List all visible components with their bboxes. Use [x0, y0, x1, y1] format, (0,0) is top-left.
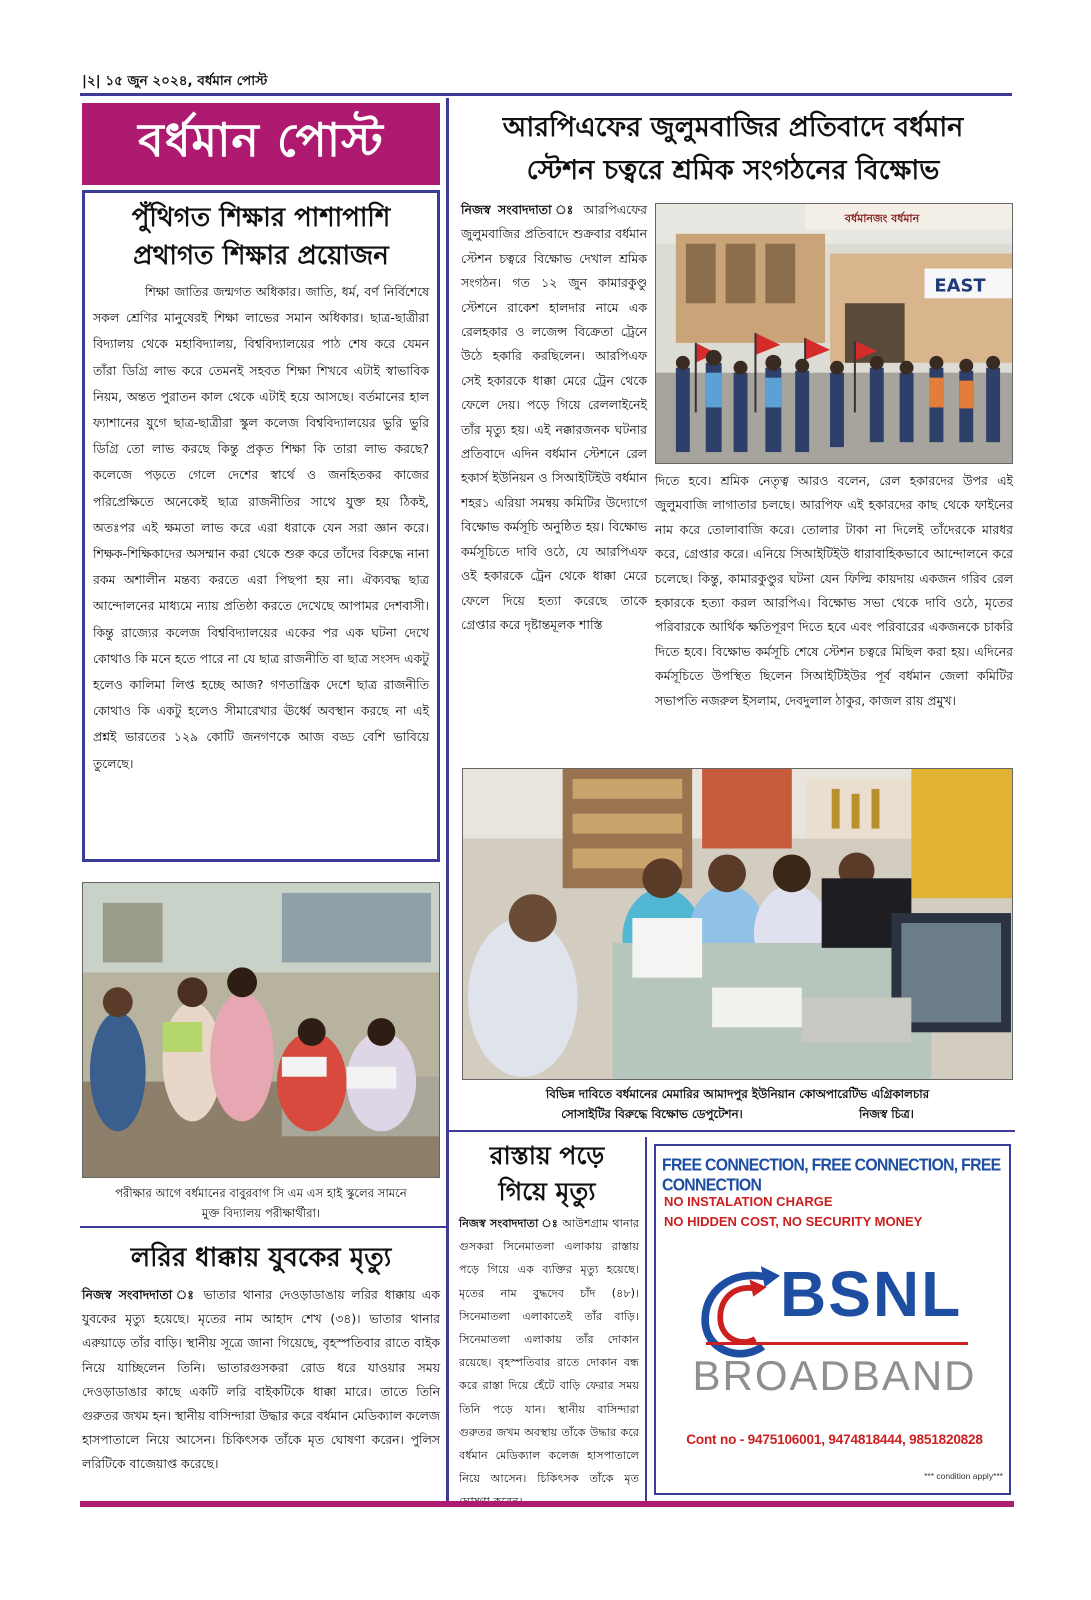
lorry-byline: নিজস্ব সংবাদদাতা ঃ [82, 1287, 197, 1302]
deputation-photo [462, 768, 1013, 1080]
road-text: আউশগ্রাম থানার গুসকরা সিনেমাতলা এলাকায় রাস্তায় পড়ে গিয়ে এক ব্যক্তির মৃত্যু হয়েছে। মৃতের নাম বুদ্ধদেব চাঁদ (৪৮)। সিনেমাতলা এলাকাতেই তাঁর বাড়ি। সিনেমাতলা এলাকায় তাঁর দোকান রয়েছে। বৃহস্পতিবার রাতে দোকান বন্ধ করে রাস্তা দিয়ে হেঁটে বাড়ি ফেরার সময় তিনি পড়ে যান। স্থানীয় বাসিন্দারা গুরুতর জখম অবস্থায় তাঁকে উদ্ধার করে বর্ধমান মেডিক্যাল কলেজ হাসপাতালে নিয়ে আসেন। চিকিৎসক তাঁকে মৃত [459, 1217, 639, 1486]
road-story-body [459, 1212, 639, 1514]
right-section-rule [449, 1130, 1015, 1132]
editorial-headline-line1: পুঁথিগত শিক্ষার পাশাপাশি [131, 203, 391, 233]
editorial-headline [85, 199, 437, 275]
lead-headline [455, 106, 1011, 192]
office-photo-caption [462, 1084, 1013, 1124]
advert-no-installation: NO INSTALATION CHARGE [664, 1194, 833, 1209]
bsnl-logo-icon [694, 1256, 780, 1366]
advert-divider [706, 1342, 968, 1345]
road-headline-line1: রাস্তায় পড়ে [489, 1141, 605, 1170]
east-sign-text: EAST [934, 275, 986, 297]
left-section-rule [80, 1226, 446, 1228]
lorry-text: ভাতার থানার দেওড়াডাঙায় লরির ধাক্কায় এক যুবকের মৃত্যু হয়েছে। মৃতের নাম আহাদ শেখ (৩৪)। ভাতার থানার এরুয়াড়ে তাঁর বাড়ি। স্থানীয় সূত্রে জানা গিয়েছে, বৃহস্পতিবার রাতে বাইক নিয়ে যাচ্ছিলেন তিনি। ভাতারগুসকরা রোড ধরে যাওয়ার সময় দেওড়াডাঙার কাছে একটি লরি বাইকটিকে ধাক্কা মারে। তাতে তিনি গুরুতর জখম হন। স্থানীয় বাসিন্দারা উদ্ধার করে বর্ধমান মেডিক্যাল কলেজ হাসপাতালে নিয়ে আসেন। চিকিৎসক তাঁকে মৃত ঘোষণা করেন। পুলিস লরিটিকে বাজেয়াপ্ত করেছে। [82, 1287, 440, 1472]
advert-no-hidden-cost: NO HIDDEN COST, NO SECURITY MONEY [664, 1214, 923, 1229]
lead-text-col1: আরপিএফের জুলুমবাজির প্রতিবাদে শুক্রবার বর্ধমান স্টেশন চত্বরে বিক্ষোভ দেখাল শ্রমিক সংগঠন। গত ১২ জুন কামারকুণ্ডু স্টেশনে রাকেশ হালদার নামে এক রেলহকার ও লজেন্স বিক্রেতা ট্রেনে উঠে হকারি করছিলেন। আরপিএফ সেই হকারকে ধাক্কা মেরে ট্রেন থেকে ফেলে দেয়। পড়ে গিয়ে রেললাইনেই তাঁর মৃত্যু হয়। এই নক্কারজনক ঘটনার প্রতিবাদে এদিন বর্ধমান স্টেশনে রেল হকার্স ইউনিয়ন ও সিআইটিইউ বর্ধমান শহর১ এরিয়া সমন্বয় কমিটির উদ্যোগে বিক্ষোভ কর্মসূচি অনুষ্ঠিত হয়। বিক্ষোভ কর্মসূচিতে দাবি ওঠে, যে আরপিএফ ওই হকারকে ট্রেন থেকে ধাক্কা মেরে ফেলে দিয়ে হত্যা করেছে তাকে গ্রেপ্তার করে দৃষ্টান্তমূলক শাস্তি [461, 202, 647, 632]
column-divider-mid [645, 1137, 647, 1501]
bottom-bar [80, 1501, 1014, 1507]
masthead [82, 103, 440, 185]
station-sign-text: বর্ধমানজং বর্ধমান [844, 211, 920, 225]
advert-free-connection: FREE CONNECTION, FREE CONNECTION, FREE CONNECTION [662, 1156, 1001, 1195]
road-headline-line2: গিয়ে মৃত্যু [498, 1177, 596, 1206]
exam-photo-caption [82, 1183, 440, 1223]
exam-caption-line1: পরীক্ষার আগে বর্ধমানের বাবুরবাগ সি এম এস হাই স্কুলের সামনে [115, 1186, 407, 1200]
bsnl-advert [654, 1144, 1011, 1495]
lorry-story-body [82, 1283, 440, 1477]
page-date-line: |২| ১৫ জুন ২০২৪, বর্ধমান পোস্ট [82, 73, 268, 89]
office-caption-line2: সোসাইটির বিরুদ্ধে বিক্ষোভ ডেপুটেশন। [561, 1107, 743, 1121]
exam-candidates-photo [82, 882, 440, 1178]
lead-byline: নিজস্ব সংবাদদাতা ঃ [461, 202, 577, 217]
lead-text-col2: দিতে হবে। শ্রমিক নেতৃত্ব আরও বলেন, রেল হকারদের উপর এই জুলুমবাজি লাগাতার চলছে। আরপিফ এই হকারদের কাছ থেকে ফাইনের নাম করে তোলাবাজি করে। তোলার টাকা না দিলেই তাঁদেরকে মারধর করে, গ্রেপ্তার করে। এনিয়ে সিআইটিইউ ধারাবাহিকভাবে আন্দোলনে করে চলেছে। কিন্তু, কামারকুণ্ডুর ঘটনা যেন ফিল্মি কায়দায় একজন গরিব রেল হকারকে হত্যা করল আরপিএ। বিক্ষোভ সভা থেকে দাবি ওঠে, মৃতের পরিবারকে আর্থিক ক্ষতিপূরণ দিতে হবে এবং পরিবারের একজনকে চাকরি দিতে হবে। বিক্ষোভ কর্মসূচি শেষে স্টেশন চত্বরে মিছিল করা হয়। এদিনের কর্মসূচিতে উপস্থিত ছিলেন সিআইটিইউর পূর্ব বর্ধমান জেলা কমিটির সভাপতি নজরুল ইসলাম, দেবদুলাল ঠাকুর, কাজল রায় প্রমুখ। [655, 473, 1013, 708]
rally-photo [655, 203, 1013, 464]
rally-photo-illustration [656, 204, 1012, 463]
advert-contact: Cont no - 9475106001, 9474818444, 9851820828 [686, 1432, 983, 1447]
editorial-text: শিক্ষা জাতির জন্মগত অধিকার। জাতি, ধর্ম, বর্ণ নির্বিশেষে সকল শ্রেণির মানুষেরই শিক্ষা লাভের সমান অধিকার। ছাত্র-ছাত্রীরা বিদ্যালয় থেকে মহাবিদ্যালয়, বিশ্ববিদ্যালয়ের পাঠ শেষ করে যেমন তাঁরা ডিগ্রি লাভ করে তেমনই সহবত শিক্ষা শিখবে এটাই স্বাভাবিক নিয়ম, অন্তত পুরাতন কাল থেকে এটাই হয়ে আসছে। বর্তমানের হাল ফ্যাশানের যুগে ছাত্র-ছাত্রীরা স্কুল কলেজ বিশ্ববিদ্যালয়ের ভুরি ভুরি ডিগ্রি তো লাভ করছে কিন্তু প্রকৃত শিক্ষা কি তারা লাভ করছে? কলেজে পড়তে গেলে দেশের স্বার্থে ও জনহিতকর কাজের পরিপ্রেক্ষিতে অনেকেই ছাত্র রাজনীতির সাথে যুক্ত হয় ঠিকই, অতঃপর এই ক্ষমতা লাভ করে এরা ধরাকে যেন সরা জ্ঞান করে। শিক্ষক-শিক্ষিকাদের অসম্মান করা থেকে শুরু করে তাঁদের বিরুদ্ধে নানা রকম অশালীন মন্তব্য করতে এরা পিছপা হয় না। ঐক্যবদ্ধ ছাত্র আন্দোলনের মাধ্যমে ন্যায় প্রতিষ্ঠা করতে দেখেছে আপামর দেশবাসী। কিন্তু রাজ্যের কলেজ বিশ্ববিদ্যালয়ের একের পর এক ঘটনা দেখে কোথাও কি মনে হতে পারে না যে ছাত্র রাজনীতি বা ছাত্র সংসদ একটু হলেও কালিমা লিপ্ত হচ্ছে আজ? গণতান্ত্রিক দেশে ছাত্র রাজনীতি কোথাও কি একটু হলেও সীমারেখার ঊর্ধ্বে অবস্থান করছে না এই প্রশ্নই ভারতের ১২৯ কোটি জনগণকে আজ বড্ড বেশি ভাবিয়ে তুলেছে। [93, 284, 429, 771]
editorial-headline-line2: প্রথাগত শিক্ষার প্রয়োজন [133, 241, 389, 271]
column-divider-left [446, 98, 449, 1501]
lead-headline-line2: স্টেশন চত্বরে শ্রমিক সংগঠনের বিক্ষোভ [526, 155, 940, 186]
editorial-body [93, 279, 429, 777]
lead-story-column-1 [461, 198, 647, 637]
office-caption-line1: বিভিন্ন দাবিতে বর্ধমানের মেমারির আমাদপুর ইউনিয়ান কোঅপারেটিভ এগ্রিকালচার [545, 1087, 930, 1101]
office-photo-illustration [463, 769, 1012, 1079]
header-rule [80, 93, 1012, 96]
road-byline: নিজস্ব সংবাদদাতা ঃ [459, 1217, 559, 1230]
lorry-headline: লরির ধাক্কায় যুবকের মৃত্যু [130, 1243, 392, 1273]
office-caption-line2-wrap [462, 1104, 1013, 1124]
lead-headline-line1: আরপিএফের জুলুমবাজির প্রতিবাদে বর্ধমান [502, 112, 964, 143]
lead-story-column-2 [655, 469, 1013, 713]
advert-footnote: *** condition apply*** [924, 1471, 1003, 1481]
advert-brand: BSNL [780, 1258, 963, 1330]
office-caption-credit: নিজস্ব চিত্র। [859, 1107, 914, 1121]
advert-product: BROADBAND [692, 1352, 977, 1399]
masthead-title: বর্ধমান পোস্ট [138, 113, 384, 167]
editorial-box [82, 190, 440, 862]
road-headline [451, 1138, 643, 1210]
exam-caption-line2: মুক্ত বিদ্যালয় পরীক্ষার্থীরা। [201, 1206, 321, 1220]
exam-photo-illustration [83, 883, 439, 1177]
